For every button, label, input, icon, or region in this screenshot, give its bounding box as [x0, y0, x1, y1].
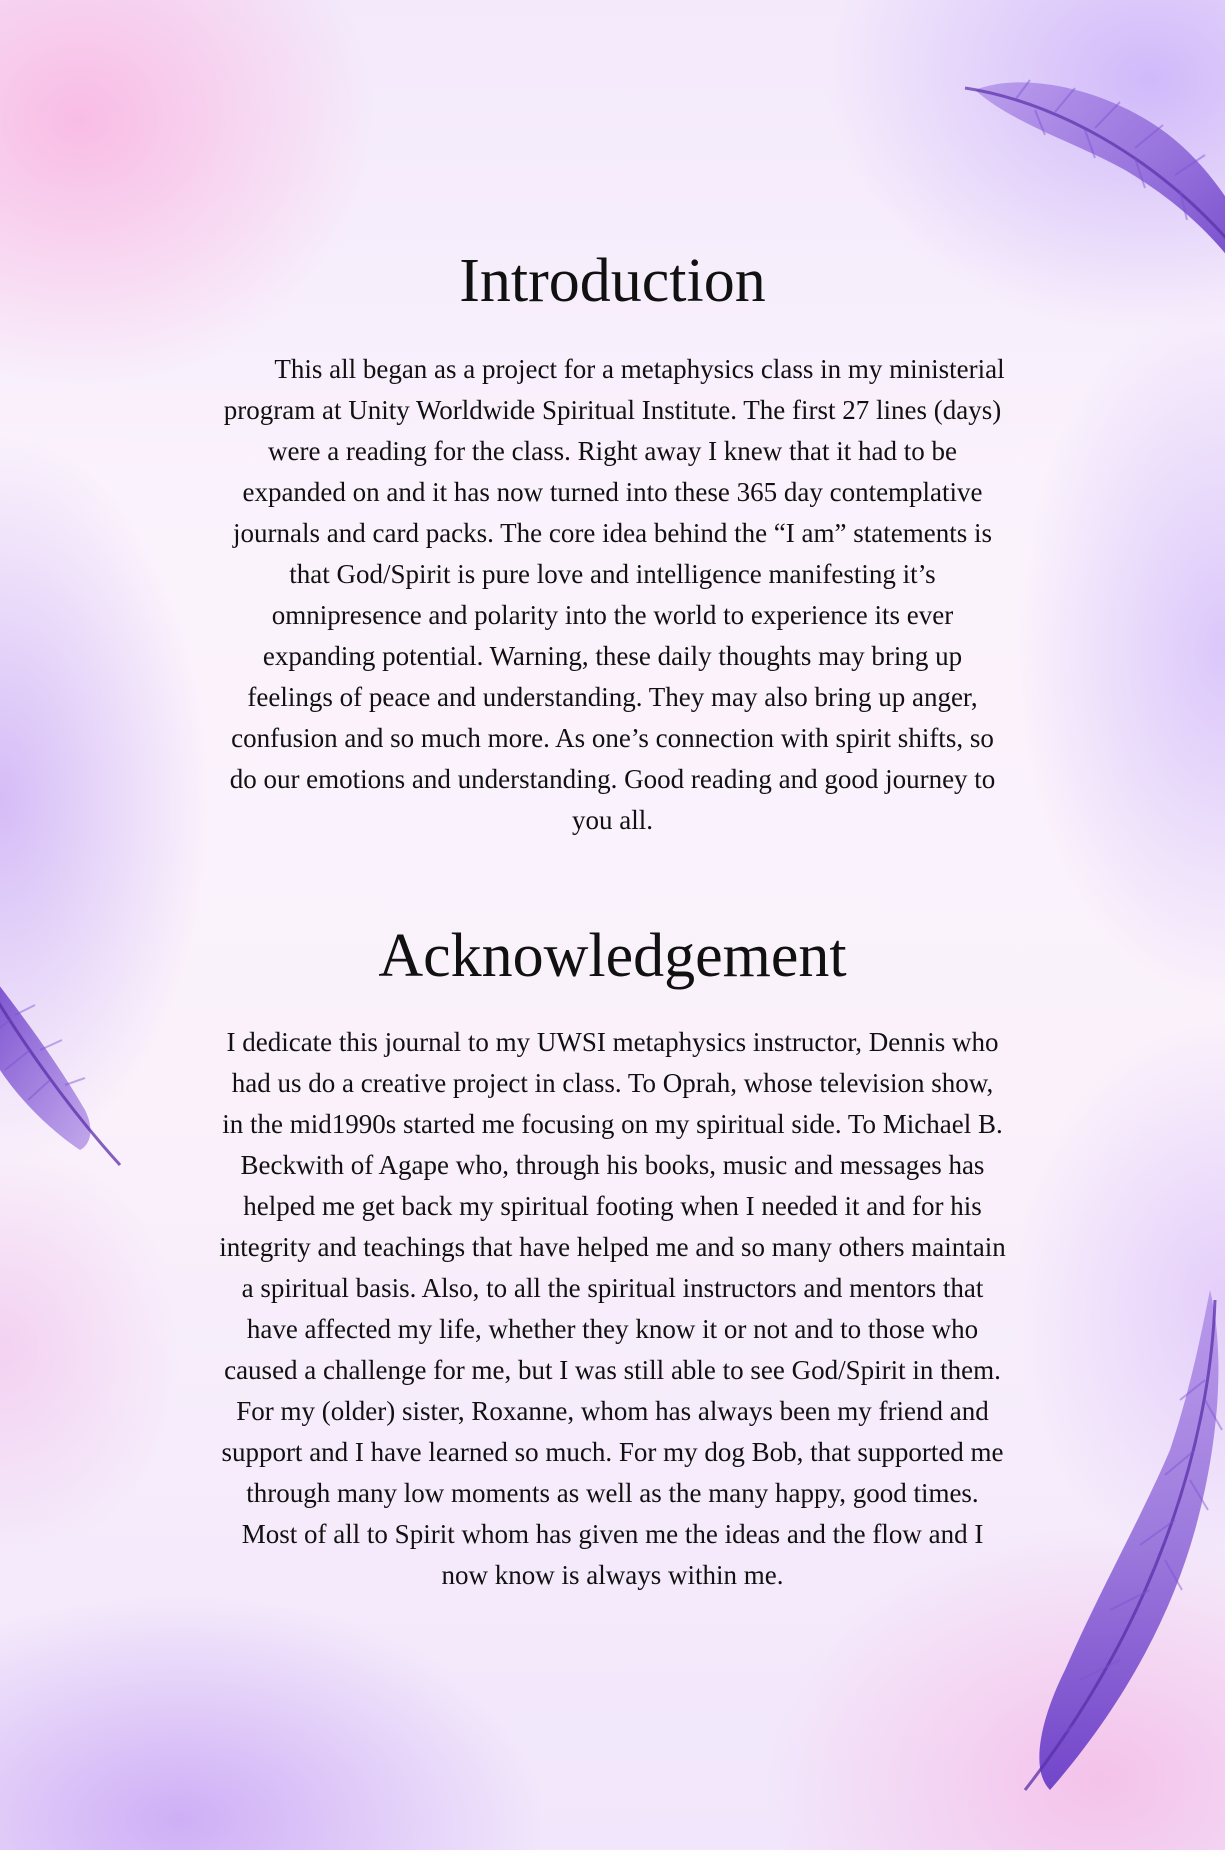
introduction-section	[210, 245, 1015, 841]
acknowledgement-section	[210, 920, 1015, 1596]
acknowledgement-body: I dedicate this journal to my UWSI metaphysics instructor, Dennis who had us do a creative project in class. To Oprah, whose television show, in the mid1990s started me focusing on my spiritual side. To Michael B. Beckwith of Agape who, through his books, music and messages has helped me get back my spiritual footing when I needed it and for his integrity and teachings that have helped me and so many others maintain a spiritual basis. Also, to all the spiritual instructors and mentors that have affected my life, whether they know it or not and to those who caused a challenge for me, but I was still able to see God/Spirit in them. For my (older) sister, Roxanne, whom has always been my friend and support and I have learned so much. For my dog Bob, that supported me through many low moments as well as the many happy, good times. Most of all to Spirit whom has given me the ideas and the flow and I now know is always within me.	[219, 1027, 1006, 1590]
acknowledgement-heading: Acknowledgement	[378, 922, 847, 990]
introduction-heading: Introduction	[459, 247, 766, 315]
feather-icon	[0, 960, 140, 1180]
feather-icon	[1010, 1290, 1225, 1810]
introduction-body: This all began as a project for a metaphysics class in my ministerial program at Unity Worldwide Spiritual Institute. The first 27 lines (days) were a reading for the class. Right away I knew that it had to be expanded on and it has now turned into these 365 day contemplative journals and card packs. The core idea behind the “I am” statements is that God/Spirit is pure love and intelligence manifesting it’s omnipresence and polarity into the world to experience its ever expanding potential. Warning, these daily thoughts may bring up feelings of peace and understanding. They may also bring up anger, confusion and so much more. As one’s connection with spirit shifts, so do our emotions and understanding. Good reading and good journey to you all.	[220, 354, 1005, 835]
